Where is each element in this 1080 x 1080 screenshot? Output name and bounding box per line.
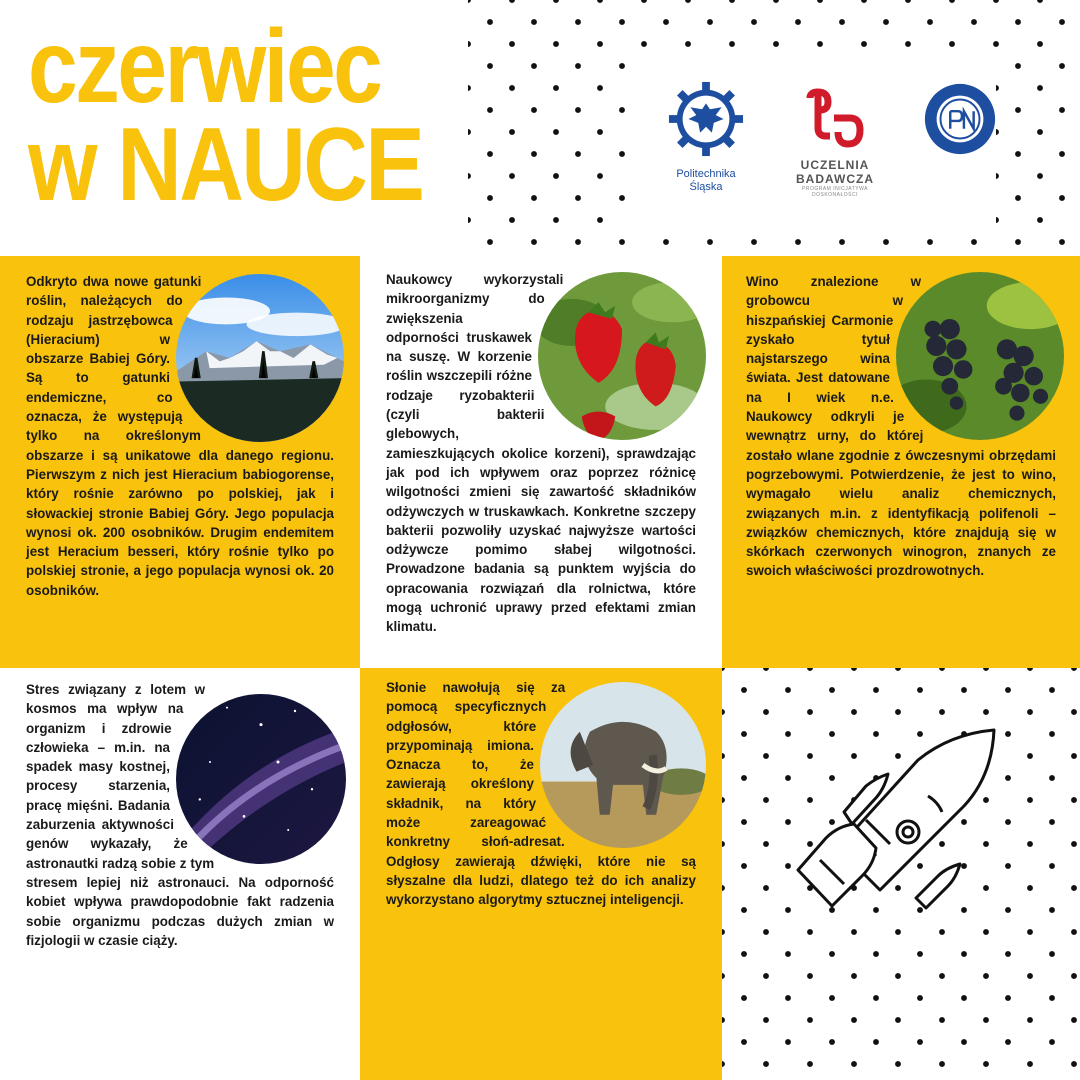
panel-strawberries	[360, 256, 722, 668]
galaxy-photo	[176, 694, 346, 864]
politechnika-emblem-icon	[667, 80, 745, 158]
uczelnia-caption-line-2: BADAWCZA	[796, 172, 874, 186]
panel-space	[0, 668, 360, 1080]
elephant-photo	[540, 682, 706, 848]
title-line-2: w NAUCE	[28, 107, 423, 223]
uczelnia-caption-small: PROGRAM INICJATYWA DOSKONAŁOŚCI	[802, 186, 868, 198]
panel-wine	[722, 256, 1080, 668]
panel-space-text: Stres związany z lotem w kosmos ma wpływ na organizm i zdrowie człowieka – m.in. na spadek masy kostnej, procesy starzenia, pracę mięśni. Badania zaburzenia aktywności genów wykazały, że astronautki radzą sobie z tym stresem lepiej niż astronauci. Na odporność kobiet wpływa prawdopodobnie fakt radzenia sobie organizmu podczas dużych zmian w fizjologii w czasie ciąży.	[26, 682, 334, 948]
politechnika-logo	[651, 80, 761, 210]
uczelnia-emblem-icon	[800, 88, 870, 158]
panel-elephants	[360, 668, 722, 1080]
grapes-photo	[896, 272, 1064, 440]
page-title	[28, 9, 423, 223]
politechnika-caption: Politechnika Śląska	[676, 168, 736, 193]
strawberry-photo	[538, 272, 706, 440]
rocket-outline-icon	[780, 720, 1010, 920]
panel-plants-text: Odkryto dwa nowe gatunki roślin, należących do rodzaju jastrzębowca (Hieracium) w obszarze Babiej Góry. Są to gatunki endemiczne, co oznacza, że występują tylko na określonym obszarze i są unikatowe dla danego regionu. Pierwszym z nich jest Hieracium babiogorense, który rośnie zarówno po polskiej, jak i słowackiej stronie Babiej Góry. Jego populacja wynosi ok. 200 osobników. Drugim endemitem jest Heracium besseri, który rośnie tylko po polskiej stronie, a jego populacja wynosi ok. 20 osobników.	[26, 274, 334, 598]
panel-elephants-text: Słonie nawołują się za pomocą specyficznych odgłosów, które przypominają imiona. Oznacza to, że zawierają określony składnik, na który może zareagować konkretny słoń-adresat. Odgłosy zawierają dźwięki, które nie są słyszalne dla ludzi, dlatego też do ich analizy wykorzystano algorytmy sztucznej inteligencji.	[386, 680, 696, 908]
mountain-photo	[176, 274, 344, 442]
cpn-emblem-icon	[921, 80, 999, 158]
panel-wine-text: Wino znalezione w grobowcu w hiszpańskiej Carmonie zyskało tytuł najstarszego wina świata. Jest datowane na I wiek n.e. Naukowcy odkryli je wewnątrz urny, do której zostało wlane zgodnie z ówczesnymi obrzędami pogrzebowymi. Potwierdzenie, że jest to wino, wymagało wielu analiz chemicznych, związanych m.in. z identyfikacją polifenoli – związków chemicznych, które znajdują się w skórkach czerwonych winogron, znanych ze swoich właściwości prozdrowotnych.	[746, 274, 1056, 579]
panel-strawberries-text: Naukowcy wykorzystali mikroorganizmy do zwiększenia odporności truskawek na suszę. W korzenie roślin wszczepili różne rodzaje ryzobakterii (czyli bakterii glebowych, zamieszkujących okolice korzeni), sprawdzając jak pod ich wpływem oraz poprzez różnicę wilgotności zmieni się zawartość składników odżywczych w truskawkach. Konkretne szczepy bakterii pozwoliły uzyskać najwyższe wartości odżywcze pomimo słabej wilgotności. Prowadzone badania są punktem wyjścia do opracowania rozwiązań dla rolnictwa, które mogą uchronić uprawy przed efektami zmian klimatu.	[386, 272, 696, 635]
uczelnia-caption-line-1: UCZELNIA	[800, 158, 870, 172]
title-line-1: czerwiec	[28, 9, 381, 125]
uczelnia-badawcza-logo	[780, 80, 890, 210]
cpn-logo	[905, 80, 1015, 210]
panel-plants	[0, 256, 360, 668]
